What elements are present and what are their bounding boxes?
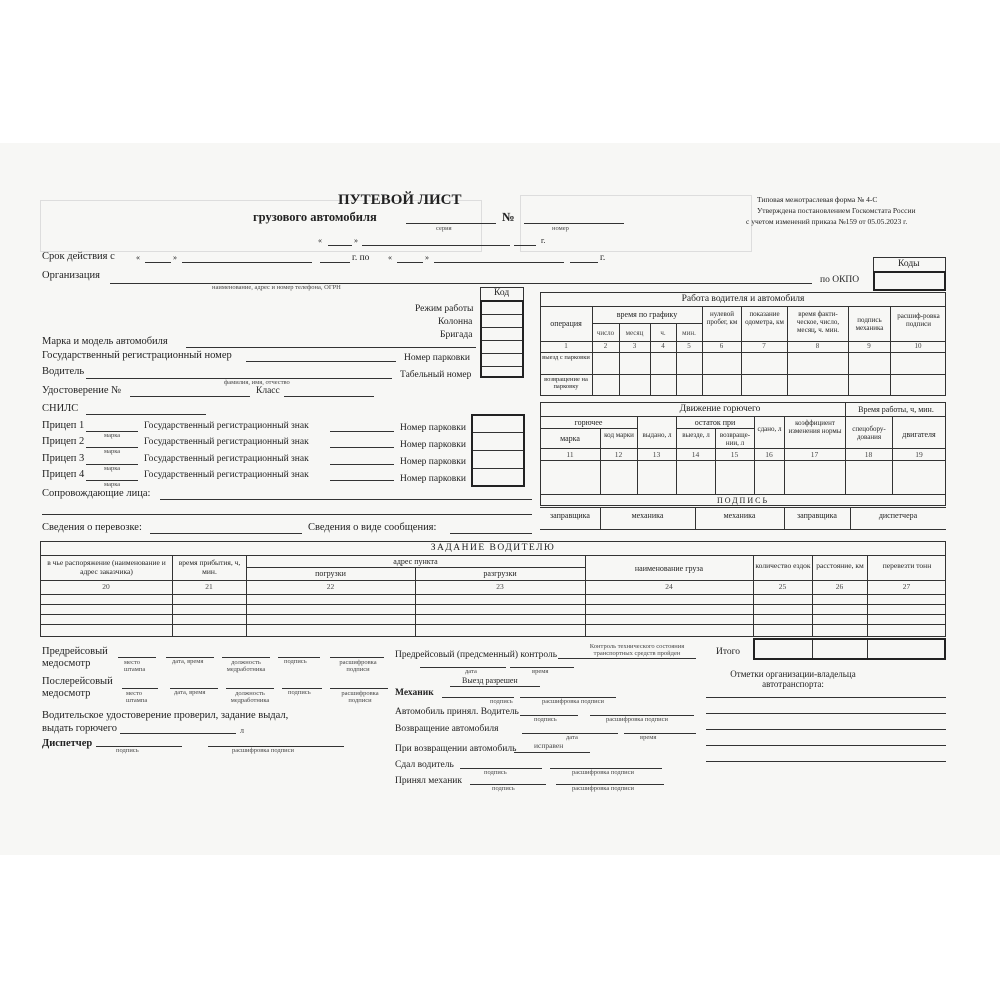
col-num: 11 (566, 450, 574, 459)
sig-mechanic: механика (631, 511, 664, 520)
state-reg-label: Государственный регистрационный номер (42, 350, 232, 361)
code-label: Код (494, 288, 510, 298)
col-month: месяц (625, 329, 644, 337)
quote-open: « (136, 253, 140, 262)
car-return-label: Возвращение автомобиля (395, 724, 499, 734)
signature-hint: подпись (484, 769, 507, 776)
divider (676, 428, 754, 429)
form-title: ПУТЕВОЙ ЛИСТ (338, 192, 462, 208)
validity-from-month[interactable] (182, 262, 312, 263)
trailer-2-reg-label: Государственный регистрационный знак (144, 437, 309, 447)
org-marks-label: Отметки организации-владельца автотранспорта: (730, 669, 856, 689)
okpo-code-box[interactable] (873, 271, 946, 291)
col-num: 13 (652, 450, 661, 459)
col-arrival: время прибытия, ч, мин. (178, 558, 241, 576)
col-mech-sign: подпись механика (855, 316, 884, 332)
trailer-3-parking-label: Номер парковки (400, 457, 466, 467)
col-brand: марка (560, 434, 580, 443)
pre-decode-field[interactable] (330, 657, 384, 658)
decode-hint: расшифровка подписи (232, 747, 295, 754)
message-info-field[interactable] (450, 533, 532, 534)
message-info-label: Сведения о виде сообщения: (308, 522, 437, 533)
position-hint: должность медработника (230, 690, 270, 704)
col-num: 2 (603, 342, 608, 350)
divider (246, 567, 585, 568)
signature-hint: подпись (116, 747, 139, 754)
col-actual-time: время факти-ческое, число, месяц, ч. мин. (796, 310, 840, 334)
trailer-4-reg[interactable] (330, 480, 394, 481)
pre-medical-label: медосмотр (42, 658, 91, 669)
col-num: 27 (902, 582, 911, 591)
form-note-3: с учетом изменений приказа №159 от 05.05.2023 г. (746, 217, 908, 226)
org-marks-line-5[interactable] (706, 761, 946, 762)
license-label: Удостоверение № (42, 385, 122, 396)
col-odometer: показание одометра, км (745, 310, 784, 326)
sig-mechanic-2: механика (723, 511, 756, 520)
sig-dispatcher: диспетчера (878, 511, 918, 520)
validity-to-year[interactable] (570, 262, 598, 263)
divider (592, 323, 702, 324)
decode-hint: расшифровка подписи (341, 690, 379, 704)
pre-position-field[interactable] (222, 657, 270, 658)
org-marks-line-1[interactable] (706, 697, 946, 698)
quote-close: » (173, 253, 177, 262)
trailer-4-label: Прицеп 4 (42, 469, 85, 480)
divider (540, 352, 946, 353)
series-hint: серия (436, 225, 452, 232)
col-num: 5 (687, 342, 691, 350)
col-num: 1 (564, 342, 568, 350)
signature-hint: подпись (534, 716, 557, 723)
fio-hint: фамилия, имя, отчество (224, 379, 290, 386)
col-num: 18 (864, 450, 873, 459)
signature-hint: подпись (492, 785, 515, 792)
total-box[interactable] (753, 638, 946, 660)
divider (40, 594, 946, 595)
signature-hint: подпись (288, 689, 311, 696)
col-customer: в чье распоряжение (наименование и адрес заказчика) (47, 558, 166, 576)
form-subtitle: грузового автомобиля (253, 210, 377, 224)
col-on-exit: выезде, л (682, 431, 710, 439)
col-day: число (596, 329, 615, 337)
date-month-field[interactable] (362, 245, 510, 246)
task-title: ЗАДАНИЕ ВОДИТЕЛЮ (430, 543, 556, 553)
license-check-label: Водительское удостоверение проверил, задание выдал, (42, 710, 289, 721)
trailer-4-parking-label: Номер парковки (400, 474, 466, 484)
org-label: Организация (42, 270, 100, 281)
divider (867, 640, 868, 658)
transport-info-label: Сведения о перевозке: (42, 522, 142, 533)
mechanic-label: Механик (395, 688, 434, 698)
divider (540, 416, 946, 417)
col-num: 4 (661, 342, 665, 350)
class-field[interactable] (284, 396, 374, 397)
work-table-title: Работа водителя и автомобиля (681, 294, 805, 304)
validity-from-year[interactable] (320, 262, 350, 263)
divider (592, 306, 593, 396)
license-field[interactable] (130, 396, 250, 397)
divider (482, 314, 522, 315)
col-schedule: время по графику (616, 310, 678, 319)
column-label: Колонна (438, 317, 473, 327)
car-accepted-label: Автомобиль принял. Водитель (395, 707, 519, 717)
col-distance: расстояние, км (816, 561, 864, 570)
col-fuel: горючее (574, 418, 603, 427)
quote-close: » (425, 253, 429, 262)
decode-hint: расшифровка подписи (606, 716, 669, 723)
org-hint: наименование, адрес и номер телефона, ОГРН (212, 284, 341, 291)
col-num: 6 (719, 342, 724, 350)
escorts-field-2[interactable] (42, 514, 532, 515)
liters-hint: л (240, 726, 244, 735)
sig-refueler: заправщика (550, 511, 590, 520)
snils-label: СНИЛС (42, 403, 79, 414)
trailer-1-reg[interactable] (330, 431, 394, 432)
decode-hint: расшифровка подписи (339, 659, 377, 673)
date-time-hint: дата, время (172, 658, 204, 665)
divider (40, 555, 946, 556)
accepted-mech-label: Принял механик (395, 776, 462, 786)
time-hint: время (532, 668, 549, 675)
tab-num-label: Табельный номер (400, 370, 472, 380)
trailer-3-label: Прицеп 3 (42, 453, 85, 464)
col-handed: сдано, л (757, 425, 782, 433)
post-decode-field[interactable] (330, 688, 388, 689)
divider (540, 306, 946, 307)
control-date-field[interactable] (420, 667, 506, 668)
divider (40, 614, 946, 615)
brigade-label: Бригада (440, 330, 473, 340)
divider (540, 460, 946, 461)
car-model-field[interactable] (186, 347, 476, 348)
return-time-field[interactable] (624, 733, 696, 734)
decode-hint: расшифровка подписи (572, 769, 635, 776)
row-return: возвращение на парковку (544, 376, 588, 390)
number-field[interactable] (524, 223, 624, 224)
driver-label: Водитель (42, 366, 85, 377)
pre-trip-label: Предрейсовый (42, 646, 108, 657)
dispatcher-sign-field[interactable] (96, 746, 182, 747)
col-num: 10 (914, 342, 922, 350)
post-trip-label: Послерейсовый (42, 676, 113, 687)
pre-stamp-field[interactable] (118, 657, 156, 658)
col-num: 24 (665, 582, 673, 591)
brand-hint: марка (104, 432, 121, 439)
trailer-2-label: Прицеп 2 (42, 436, 85, 447)
validity-label: Срок действия с (42, 251, 115, 262)
divider (482, 327, 522, 328)
divider (812, 640, 813, 658)
col-num: 20 (102, 582, 110, 591)
fuel-issue-field[interactable] (120, 733, 236, 734)
brand-hint: марка (104, 481, 121, 488)
serviceable-note: исправен (534, 741, 564, 750)
trailer-2-parking-label: Номер парковки (400, 440, 466, 450)
divider (540, 494, 946, 495)
work-time-title: Время работы, ч, мин. (858, 405, 934, 414)
divider (473, 432, 523, 433)
brand-hint: марка (104, 465, 121, 472)
series-field[interactable] (406, 223, 496, 224)
col-num: 8 (815, 342, 820, 350)
trailer-3-reg-label: Государственный регистрационный знак (144, 454, 309, 464)
col-cargo: наименование груза (634, 564, 704, 573)
sig-refueler-2: заправщика (797, 511, 837, 520)
date-year-field[interactable] (514, 245, 536, 246)
col-loading: погрузки (315, 569, 346, 578)
trailer-1-reg-label: Государственный регистрационный знак (144, 421, 309, 431)
validity-from-day[interactable] (145, 262, 171, 263)
stamp-hint: место штампа (124, 659, 146, 673)
total-label: Итого (716, 647, 741, 657)
divider (540, 428, 637, 429)
time-hint: время (640, 734, 657, 741)
divider (540, 448, 946, 449)
tech-note: Контроль технического состояния транспортных средств пройден (589, 643, 685, 657)
divider (482, 366, 522, 367)
decode-hint: расшифровка подписи (542, 698, 605, 705)
year-suffix: г. (541, 236, 546, 245)
quote-open: « (388, 253, 392, 262)
trailer-1-label: Прицеп 1 (42, 420, 85, 431)
col-operation: операция (550, 319, 582, 328)
col-min: мин. (682, 329, 696, 337)
parking-label: Номер парковки (404, 353, 470, 363)
exit-allowed-label: Выезд разрешен (462, 676, 518, 685)
col-engine: двигателя (902, 430, 936, 439)
handed-driver-label: Сдал водитель (395, 760, 454, 770)
brand-hint: марка (104, 448, 121, 455)
divider (540, 341, 946, 342)
row-exit: выезд с парковки (542, 354, 590, 361)
post-medical-label: медосмотр (42, 688, 91, 699)
number-sign: № (502, 210, 515, 224)
col-num: 12 (614, 450, 623, 459)
snils-field[interactable] (86, 414, 206, 415)
quote-close: » (354, 236, 358, 245)
col-on-return: возвраще-нии, л (719, 431, 751, 447)
org-marks-line-3[interactable] (706, 729, 946, 730)
divider (482, 340, 522, 341)
trailer-1-parking-label: Номер парковки (400, 423, 466, 433)
signature-hint: подпись (284, 658, 307, 665)
col-num: 16 (765, 450, 773, 459)
col-hour: ч. (660, 329, 666, 337)
divider (40, 580, 946, 581)
fuel-issue-label: выдать горючего (42, 723, 117, 734)
date-day-field[interactable] (328, 245, 352, 246)
post-position-field[interactable] (226, 688, 274, 689)
divider (540, 374, 946, 375)
divider (40, 604, 946, 605)
date-hint: дата (566, 734, 578, 741)
signature-line[interactable] (540, 529, 946, 530)
validity-to-label: г. по (352, 253, 370, 263)
date-time-hint: дата, время (174, 689, 206, 696)
form-note-2: Утверждена постановлением Госкомстата России (757, 206, 916, 215)
col-num: 26 (835, 582, 844, 591)
exit-allowed-field[interactable] (450, 686, 540, 687)
state-reg-field[interactable] (246, 361, 396, 362)
fuel-table-title: Движение горючего (679, 404, 761, 414)
escorts-label: Сопровождающие лица: (42, 488, 151, 499)
col-issued: выдано, л (642, 431, 672, 439)
col-num: 9 (867, 342, 871, 350)
post-stamp-field[interactable] (122, 688, 158, 689)
col-num: 25 (778, 582, 787, 591)
col-tons: перевезти тонн (882, 561, 932, 570)
quote-open: « (318, 236, 322, 245)
position-hint: должность медработника (226, 659, 266, 673)
trailer-3-reg[interactable] (330, 464, 394, 465)
col-unloading: разгрузки (483, 569, 517, 578)
on-return-label: При возвращении автомобиль (395, 744, 517, 754)
col-spec-eq: спецобору-дования (852, 425, 886, 441)
col-coef: коэффициент изменения нормы (788, 419, 842, 435)
col-remainder: остаток при (694, 418, 736, 427)
car-model-label: Марка и модель автомобиля (42, 336, 168, 347)
col-num: 21 (205, 582, 213, 591)
col-num: 19 (915, 450, 923, 459)
trailer-2-reg[interactable] (330, 447, 394, 448)
pre-control-field[interactable] (558, 658, 696, 659)
on-return-field[interactable] (514, 752, 590, 753)
validity-to-month[interactable] (434, 262, 564, 263)
form-note-1: Типовая межотраслевая форма № 4-С (757, 195, 878, 204)
col-num: 17 (810, 450, 819, 459)
signature-title: ПОДПИСЬ (716, 496, 770, 505)
class-label: Класс (256, 386, 280, 396)
col-trips: количество ездок (755, 561, 811, 570)
col-num: 23 (496, 582, 504, 591)
signature-hint: подпись (490, 698, 513, 705)
divider (40, 624, 946, 625)
validity-to-day[interactable] (397, 262, 423, 263)
col-num: 7 (762, 342, 766, 350)
codes-label: Коды (898, 259, 920, 269)
date-hint: дата (465, 668, 477, 675)
validity-end: г. (600, 253, 606, 263)
col-num: 14 (691, 450, 700, 459)
org-marks-line-4[interactable] (706, 745, 946, 746)
okpo-label: по ОКПО (820, 275, 860, 285)
col-sign-decode: расшиф-ровка подписи (897, 312, 940, 328)
col-num: 15 (730, 450, 739, 459)
dispatcher-label: Диспетчер (42, 738, 93, 749)
col-num: 3 (632, 342, 637, 350)
divider (473, 468, 523, 469)
number-hint: номер (552, 225, 569, 232)
col-address: адрес пункта (393, 557, 438, 566)
escorts-field[interactable] (160, 499, 532, 500)
divider (473, 450, 523, 451)
col-code: код марки (604, 431, 634, 439)
decode-hint: расшифровка подписи (572, 785, 635, 792)
transport-info-field[interactable] (150, 533, 302, 534)
work-mode-label: Режим работы (415, 304, 474, 314)
stamp-hint: место штампа (126, 690, 148, 704)
trailer-4-reg-label: Государственный регистрационный знак (144, 470, 309, 480)
pre-control-label: Предрейсовый (предсменный) контроль (395, 650, 558, 660)
col-zero-run: нулевой пробег, км (706, 310, 738, 326)
col-num: 22 (326, 582, 335, 591)
org-marks-line-2[interactable] (706, 713, 946, 714)
divider (482, 353, 522, 354)
